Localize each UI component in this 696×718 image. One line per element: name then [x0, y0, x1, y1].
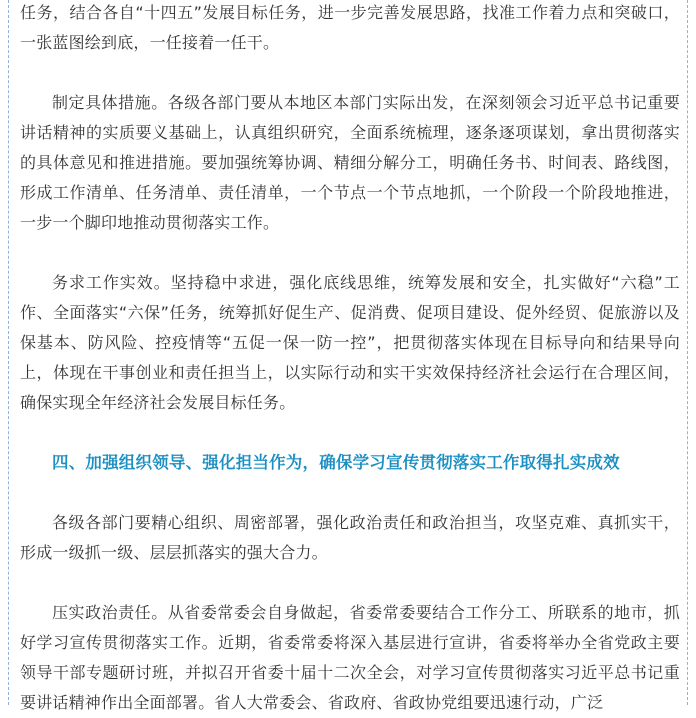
paragraph-political-responsibility: 压实政治责任。从省委常委会自身做起，省委常委要结合工作分工、所联系的地市，抓好学习宣传贯彻落实工作。近期，省委常委将深入基层进行宣讲，省委将举办全省党政主要领导干部专题研讨班，并拟召开省委十届十二次全会，对学习宣传贯彻落实习近平总书记重要讲话精神作出全面部署。省人大常委会、省政府、省政协党组要迅速行动，广泛	[20, 603, 680, 712]
article-body	[20, 0, 680, 718]
paragraph-specific-measures: 制定具体措施。各级各部门要从本地区本部门实际出发，在深刻领会习近平总书记重要讲话精神的实质要义基础上，认真组织研究，全面系统梳理，逐条逐项谋划，拿出贯彻落实的具体意见和推进措施。要加强统筹协调、精细分解分工，明确任务书、时间表、路线图，形成工作清单、任务清单、责任清单，一个节点一个节点地抓，一个阶段一个阶段地推进，一步一个脚印地推动贯彻落实工作。	[20, 93, 680, 232]
section-heading-four: 四、加强组织领导、强化担当作为，确保学习宣传贯彻落实工作取得扎实成效	[52, 453, 620, 472]
paragraph-continued: 任务，结合各自“十四五”发展目标任务，进一步完善发展思路，找准工作着力点和突破口，一张蓝图绘到底，一任接着一任干。	[20, 3, 680, 52]
paragraph-organization: 各级各部门要精心组织、周密部署，强化政治责任和政治担当，攻坚克难、真抓实干，形成一级抓一级、层层抓落实的强大合力。	[20, 513, 680, 562]
paragraph-work-effectiveness: 务求工作实效。坚持稳中求进，强化底线思维，统筹发展和安全，扎实做好“六稳”工作、全面落实“六保”任务，统筹抓好促生产、促消费、促项目建设、促外经贸、促旅游以及保基本、防风险、控疫情等“五促一保一防一控”，把贯彻落实体现在目标导向和结果导向上，体现在干事创业和责任担当上，以实际行动和实干实效保持经济社会运行在合理区间，确保实现全年经济社会发展目标任务。	[20, 273, 680, 412]
